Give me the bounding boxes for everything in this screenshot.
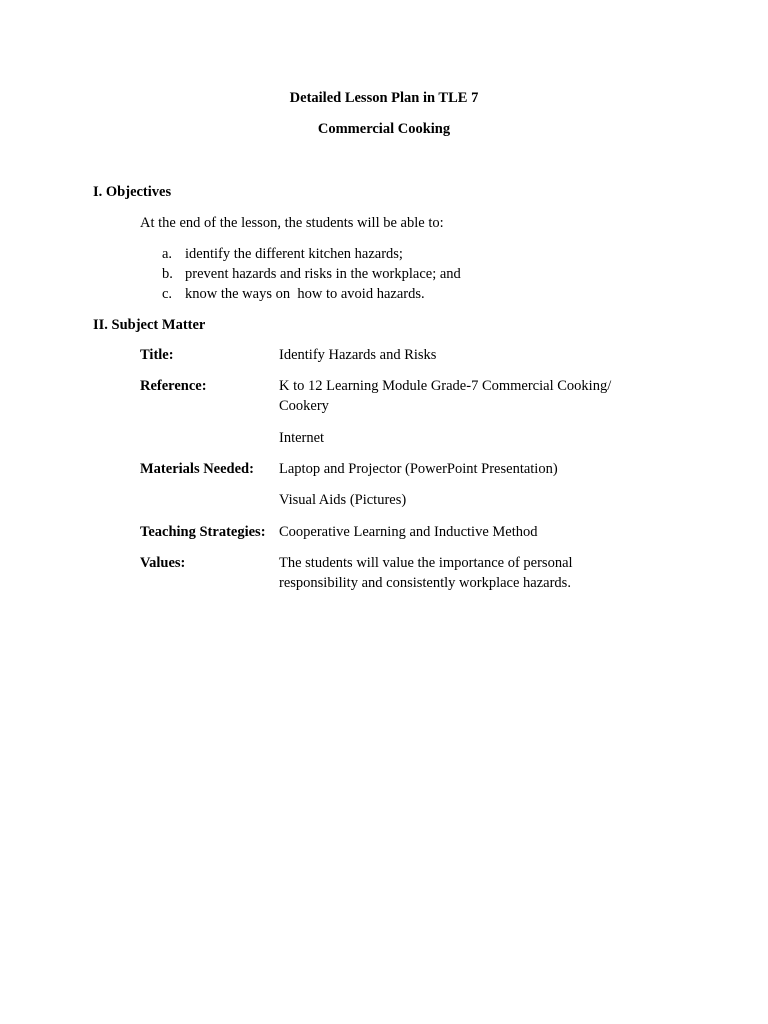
list-item-text: identify the different kitchen hazards; — [185, 246, 403, 262]
materials-value: Laptop and Projector (PowerPoint Presentation) — [279, 461, 558, 477]
reference-label: Reference: — [140, 378, 207, 394]
values-label: Values: — [140, 555, 186, 571]
objectives-intro: At the end of the lesson, the students will be able to: — [140, 215, 444, 231]
list-item — [162, 244, 461, 264]
title-value: Identify Hazards and Risks — [279, 347, 437, 363]
values-value: The students will value the importance of personal responsibility and consistently workplace hazards. — [279, 555, 573, 591]
strategies-label: Teaching Strategies: — [140, 524, 266, 540]
list-marker: b. — [162, 266, 173, 282]
list-marker: a. — [162, 246, 173, 262]
list-item — [162, 264, 461, 284]
objectives-heading: I. Objectives — [93, 184, 172, 200]
materials-value-2: Visual Aids (Pictures) — [279, 492, 407, 508]
document-title: Detailed Lesson Plan in TLE 7 — [289, 90, 479, 106]
document-subtitle: Commercial Cooking — [317, 121, 451, 137]
list-item — [162, 284, 461, 304]
objectives-list — [162, 244, 461, 304]
materials-label: Materials Needed: — [140, 461, 254, 477]
reference-value-2: Internet — [279, 430, 325, 446]
list-item-text: prevent hazards and risks in the workplace; and — [185, 266, 461, 282]
strategies-value: Cooperative Learning and Inductive Method — [279, 524, 538, 540]
title-label: Title: — [140, 347, 174, 363]
list-marker: c. — [162, 286, 173, 302]
reference-value: K to 12 Learning Module Grade-7 Commercial Cooking/ Cookery — [279, 378, 612, 414]
list-item-text: know the ways on how to avoid hazards. — [185, 286, 425, 302]
subject-matter-heading: II. Subject Matter — [93, 317, 206, 333]
